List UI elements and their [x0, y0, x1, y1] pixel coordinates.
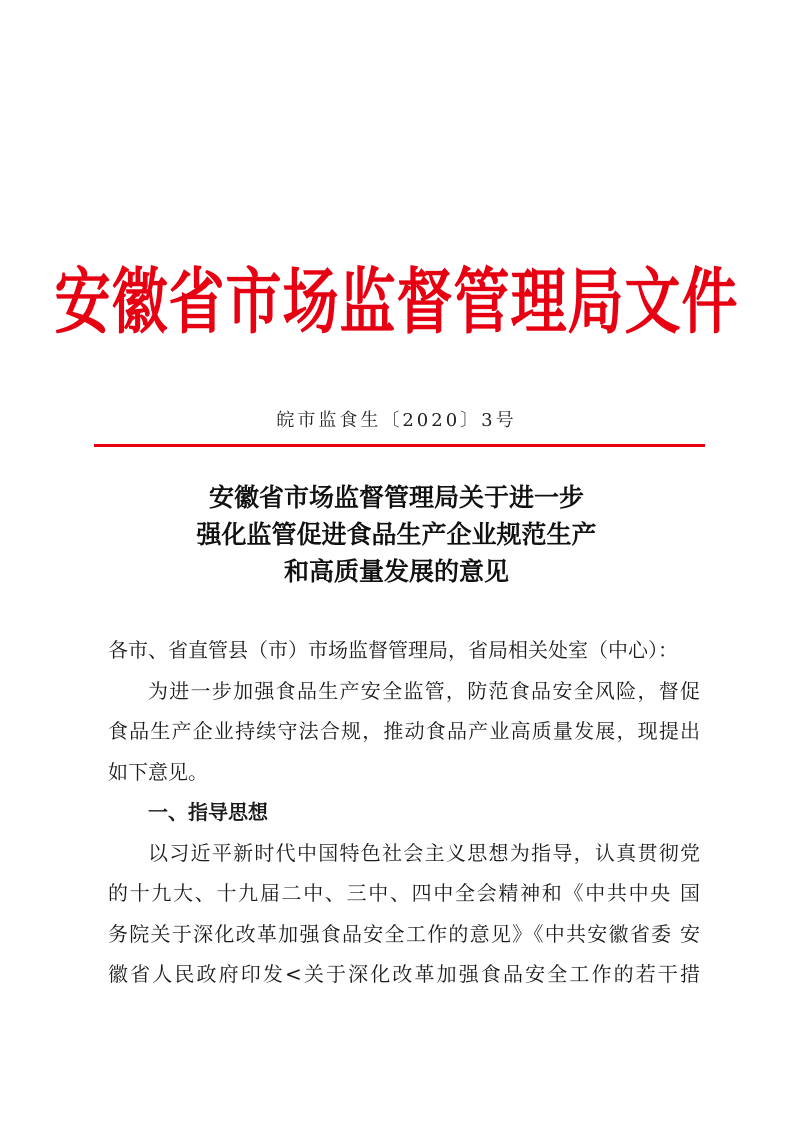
document-body — [108, 630, 700, 995]
section-heading-guiding-ideology: 一、指导思想 — [148, 800, 268, 824]
intro-line-1: 为进一步加强食品生产安全监管，防范食品安全风险，督促 — [148, 678, 700, 703]
intro-line-2: 食品生产企业持续守法合规，推动食品产业高质量发展，现提出 — [108, 719, 700, 743]
title-line-3: 和高质量发展的意见 — [283, 557, 509, 586]
document-number: 皖市监食生〔2020〕3号 — [276, 410, 517, 431]
section1-line-3: 务院关于深化改革加强食品安全工作的意见》《中共安徽省委 安 — [108, 921, 700, 946]
intro-line-3: 如下意见。 — [108, 759, 208, 784]
red-separator-rule — [94, 444, 705, 447]
section1-line-2: 的十九大、十九届二中、三中、四中全会精神和《中共中央 国 — [108, 881, 700, 905]
section1-line-1: 以习近平新时代中国特色社会主义思想为指导，认真贯彻党 — [148, 840, 700, 865]
addressee-line: 各市、省直管县（市）市场监督管理局，省局相关处室（中心）： — [108, 638, 678, 662]
document-title — [0, 479, 793, 590]
title-line-2: 强化监管促进食品生产企业规范生产 — [196, 520, 597, 549]
section1-line-4: 徽省人民政府印发<关于深化改革加强食品安全工作的若干措 — [108, 962, 700, 986]
title-line-1: 安徽省市场监督管理局关于进一步 — [208, 483, 584, 512]
issuer-header: 安徽省市场监督管理局文件 — [54, 260, 739, 345]
